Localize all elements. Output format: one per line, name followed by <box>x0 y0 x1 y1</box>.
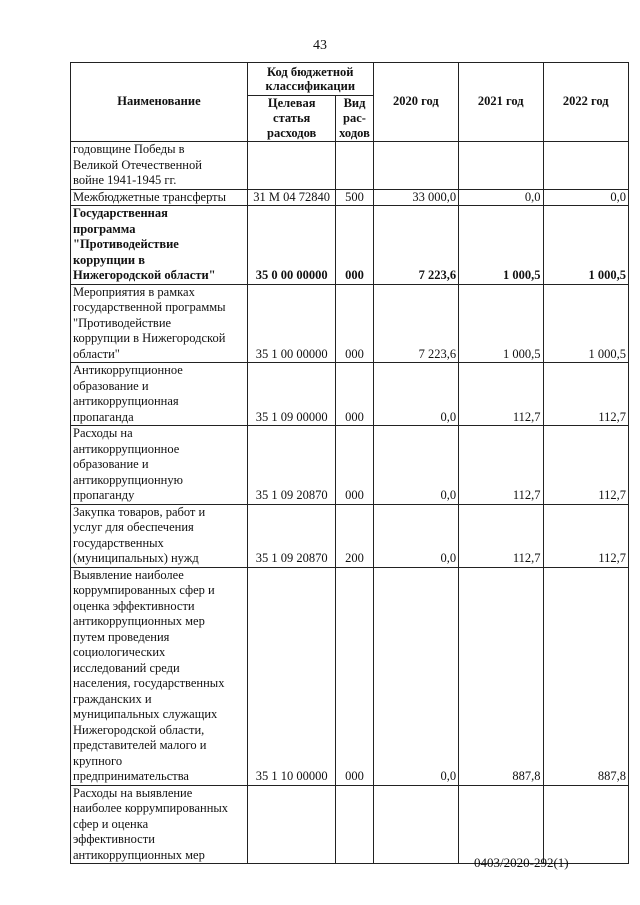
row-value-2020: 0,0 <box>373 567 458 785</box>
row-name: Закупка товаров, работ и услуг для обеспечения государственных (муниципальных) нужд <box>71 504 248 567</box>
header-2020: 2020 год <box>373 63 458 142</box>
row-name: Мероприятия в рамках государственной программы "Противодействие коррупции в Нижегородской области" <box>71 284 248 363</box>
table-row <box>71 206 629 285</box>
row-name: Государственная программа "Противодействие коррупции в Нижегородской области" <box>71 206 248 285</box>
row-name: Расходы на антикоррупционное образование и антикоррупционную пропаганду <box>71 426 248 505</box>
row-target-article: 35 1 09 20870 <box>247 426 335 505</box>
row-value-2022: 887,8 <box>543 567 629 785</box>
budget-table <box>70 62 629 864</box>
table-row <box>71 426 629 505</box>
table-row <box>71 785 629 864</box>
header-name: Наименование <box>71 63 248 142</box>
page-number: 43 <box>313 38 327 53</box>
table-row <box>71 363 629 426</box>
row-name: Выявление наиболее коррумпированных сфер и оценка эффективности антикоррупционных мер путем проведения социологических исследований среди населения, государственных гражданских и муниципальных служащих Нижегородской области, представителей малого и крупного предпринимательства <box>71 567 248 785</box>
row-value-2022: 112,7 <box>543 426 629 505</box>
row-target-article: 35 1 10 00000 <box>247 567 335 785</box>
table-row <box>71 189 629 206</box>
table-row <box>71 284 629 363</box>
header-classification: Код бюджетной классификации <box>247 63 373 96</box>
row-value-2020: 7 223,6 <box>373 284 458 363</box>
row-expense-type: 000 <box>336 284 373 363</box>
table-body <box>71 142 629 864</box>
row-target-article: 35 0 00 00000 <box>247 206 335 285</box>
row-value-2020: 7 223,6 <box>373 206 458 285</box>
header-2022: 2022 год <box>543 63 629 142</box>
row-value-2021: 112,7 <box>459 504 543 567</box>
row-target-article: 35 1 00 00000 <box>247 284 335 363</box>
row-value-2021: 1 000,5 <box>459 206 543 285</box>
row-name: Антикоррупционное образование и антикоррупционная пропаганда <box>71 363 248 426</box>
row-value-2020 <box>373 142 458 190</box>
row-value-2022: 112,7 <box>543 504 629 567</box>
row-value-2022: 1 000,5 <box>543 206 629 285</box>
table-row <box>71 567 629 785</box>
row-expense-type <box>336 785 373 864</box>
row-value-2022: 1 000,5 <box>543 284 629 363</box>
header-row-top <box>71 63 629 96</box>
header-target-article: Целевая статья расходов <box>247 96 335 142</box>
row-expense-type <box>336 142 373 190</box>
row-value-2020: 0,0 <box>373 426 458 505</box>
row-value-2020 <box>373 785 458 864</box>
row-expense-type: 000 <box>336 567 373 785</box>
header-expense-type: Вид рас- ходов <box>336 96 373 142</box>
row-value-2021: 112,7 <box>459 426 543 505</box>
row-name: годовщине Победы в Великой Отечественной войне 1941-1945 гг. <box>71 142 248 190</box>
document-code: 0403/2020-292(1) <box>474 855 569 870</box>
row-value-2021: 0,0 <box>459 189 543 206</box>
row-value-2021 <box>459 142 543 190</box>
row-value-2020: 0,0 <box>373 363 458 426</box>
row-value-2022 <box>543 142 629 190</box>
row-value-2021 <box>459 785 543 864</box>
table-row <box>71 142 629 190</box>
row-value-2021: 112,7 <box>459 363 543 426</box>
table-row <box>71 504 629 567</box>
row-expense-type: 500 <box>336 189 373 206</box>
row-value-2022: 0,0 <box>543 189 629 206</box>
row-expense-type: 000 <box>336 206 373 285</box>
row-target-article <box>247 785 335 864</box>
row-name: Расходы на выявление наиболее коррумпированных сфер и оценка эффективности антикоррупционных мер <box>71 785 248 864</box>
header-2021: 2021 год <box>459 63 543 142</box>
row-target-article: 35 1 09 20870 <box>247 504 335 567</box>
row-expense-type: 000 <box>336 363 373 426</box>
row-target-article: 31 М 04 72840 <box>247 189 335 206</box>
row-target-article <box>247 142 335 190</box>
row-name: Межбюджетные трансферты <box>71 189 248 206</box>
row-expense-type: 000 <box>336 426 373 505</box>
row-expense-type: 200 <box>336 504 373 567</box>
row-value-2020: 33 000,0 <box>373 189 458 206</box>
row-value-2022: 112,7 <box>543 363 629 426</box>
row-value-2021: 1 000,5 <box>459 284 543 363</box>
row-target-article: 35 1 09 00000 <box>247 363 335 426</box>
row-value-2022 <box>543 785 629 864</box>
row-value-2020: 0,0 <box>373 504 458 567</box>
row-value-2021: 887,8 <box>459 567 543 785</box>
